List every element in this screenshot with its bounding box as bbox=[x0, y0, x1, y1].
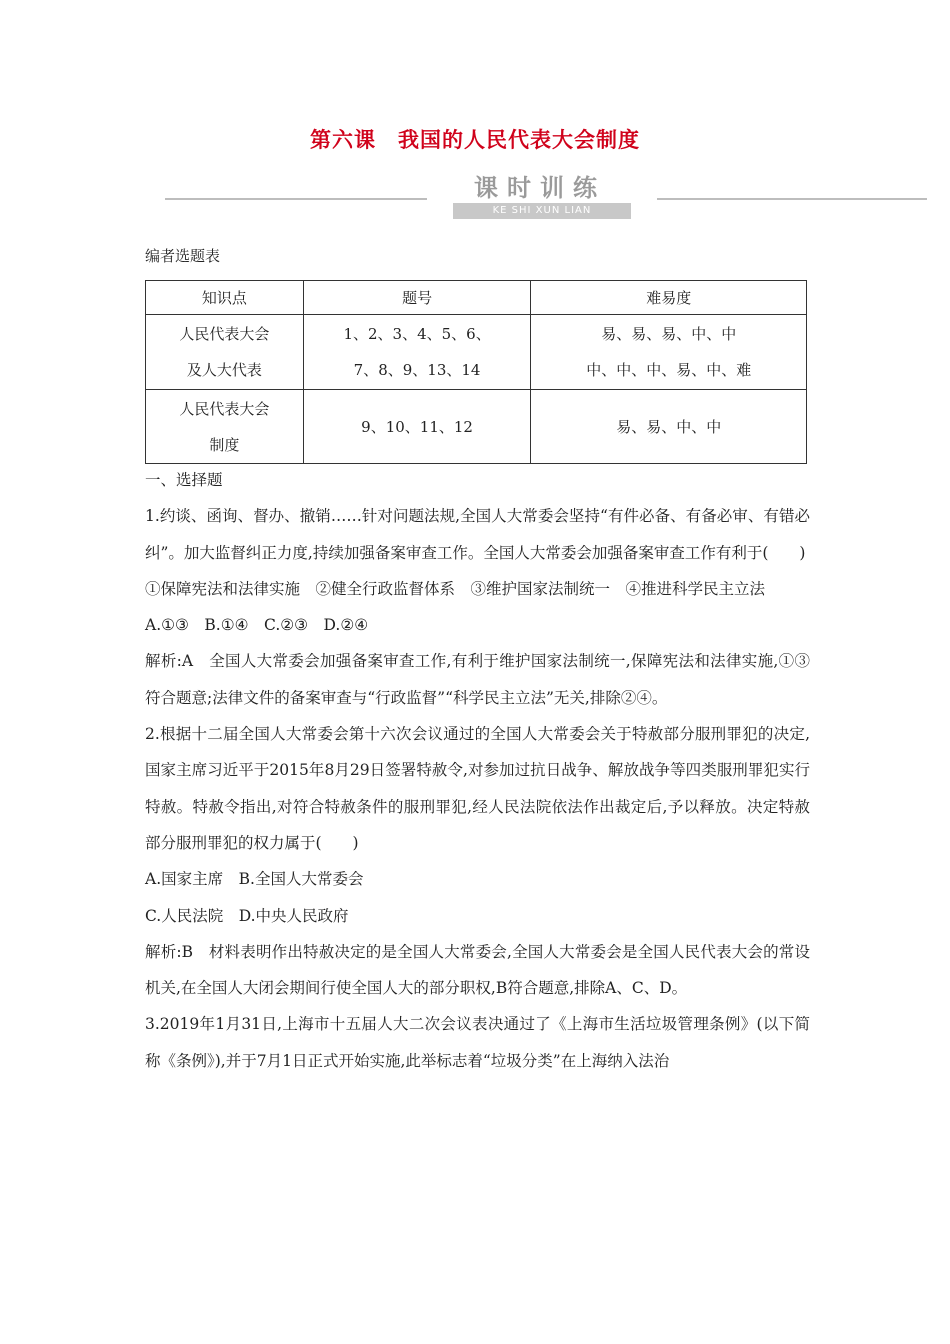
numbers-cell: 9、10、11、12 bbox=[303, 390, 531, 464]
header-topic: 知识点 bbox=[146, 281, 304, 315]
q2-options-ab: A.国家主席 B.全国人大常委会 bbox=[145, 870, 364, 889]
topic-line: 及人大代表 bbox=[186, 361, 262, 379]
banner-subtitle: KE SHI XUN LIAN bbox=[453, 203, 631, 219]
table-row bbox=[146, 390, 807, 464]
selection-table bbox=[145, 280, 807, 464]
q3-stem: 3.2019年1月31日,上海市十五届人大二次会议表决通过了《上海市生活垃圾管理条例》(以下简称《条例》),并于7月1日正式开始实施,此举标志着“垃圾分类”在上海纳入法治 bbox=[145, 1015, 810, 1070]
banner-rule-right bbox=[657, 198, 927, 200]
numbers-line: 1、2、3、4、5、6、 bbox=[343, 325, 491, 343]
topic-line: 制度 bbox=[209, 435, 240, 454]
banner-heading: 课时训练 bbox=[474, 174, 606, 202]
numbers-line: 7、8、9、13、14 bbox=[353, 361, 481, 379]
header-difficulty: 难易度 bbox=[531, 281, 807, 315]
q2-options-cd: C.人民法院 D.中央人民政府 bbox=[145, 906, 349, 925]
q1-analysis: 解析:A 全国人大常委会加强备案审查工作,有利于维护国家法制统一,保障宪法和法律实施,①③符合题意;法律文件的备案审查与“行政监督”“科学民主立法”无关,排除②④。 bbox=[145, 652, 810, 707]
difficulty-cell: 易、易、中、中 bbox=[531, 390, 807, 464]
numbers-cell bbox=[303, 315, 531, 390]
page-title: 第六课 我国的人民代表大会制度 bbox=[310, 127, 640, 152]
header-numbers: 题号 bbox=[303, 281, 531, 315]
q1-items: ①保障宪法和法律实施 ②健全行政监督体系 ③维护国家法制统一 ④推进科学民主立法 bbox=[145, 579, 766, 598]
topic-cell bbox=[146, 390, 304, 464]
banner-rule-left bbox=[165, 198, 427, 200]
q2-stem: 2.根据十二届全国人大常委会第十六次会议通过的全国人大常委会关于特赦部分服刑罪犯的决定,国家主席习近平于2015年8月29日签署特赦令,对参加过抗日战争、解放战争等四类服刑罪犯实行特赦。特赦令指出,对符合特赦条件的服刑罪犯,经人民法院依法作出裁定后,予以释放。决定特赦部分服刑罪犯的权力属于( ) bbox=[145, 725, 810, 852]
q1-stem: 1.约谈、函询、督办、撤销……针对问题法规,全国人大常委会坚持“有件必备、有备必审、有错必纠”。加大监督纠正力度,持续加强备案审查工作。全国人大常委会加强备案审查工作有利于( ) bbox=[145, 507, 810, 562]
table-caption: 编者选题表 bbox=[145, 247, 221, 265]
topic-cell bbox=[146, 315, 304, 390]
difficulty-line: 中、中、中、易、中、难 bbox=[586, 361, 752, 379]
difficulty-line: 易、易、易、中、中 bbox=[601, 325, 737, 343]
table-row bbox=[146, 315, 807, 390]
q2-analysis: 解析:B 材料表明作出特赦决定的是全国人大常委会,全国人大常委会是全国人民代表大会的常设机关,在全国人大闭会期间行使全国人大的部分职权,B符合题意,排除A、C、D。 bbox=[145, 942, 810, 998]
difficulty-cell bbox=[531, 315, 807, 390]
section-heading: 一、选择题 bbox=[145, 471, 223, 489]
q1-options: A.①③ B.①④ C.②③ D.②④ bbox=[145, 616, 369, 635]
topic-line: 人民代表大会 bbox=[179, 325, 270, 343]
topic-line: 人民代表大会 bbox=[179, 399, 270, 418]
question-body bbox=[145, 462, 810, 1079]
table-header-row bbox=[146, 281, 807, 315]
